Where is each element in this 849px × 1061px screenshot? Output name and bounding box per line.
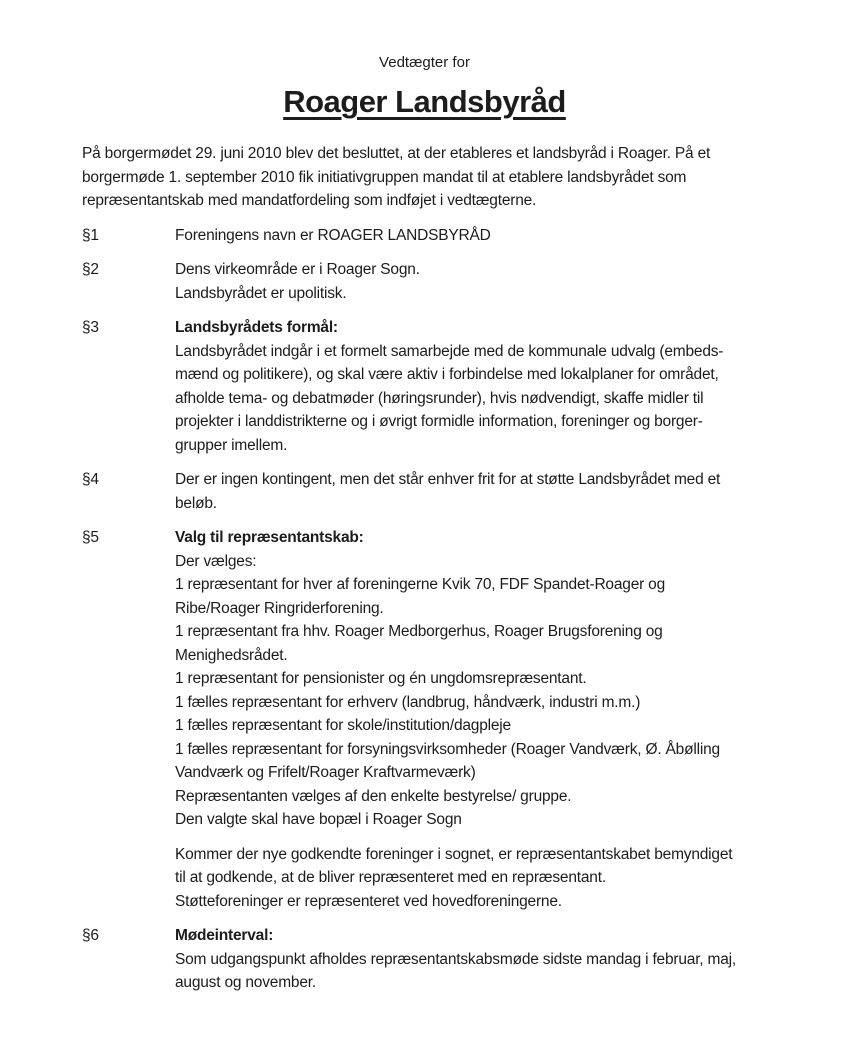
section-number: §4: [82, 471, 99, 488]
section-body: [175, 924, 792, 995]
text-line: 1 repræsentant for pensionister og én ungdomsrepræsentant.: [175, 670, 587, 687]
page-title: [0, 83, 849, 121]
text-line: Landsbyrådet indgår i et formelt samarbejde med de kommunale udvalg (embeds-: [175, 342, 724, 360]
text-line: beløb.: [175, 494, 217, 512]
section-2: [82, 258, 792, 305]
section-text: [175, 340, 792, 458]
page-title-text: Roager Landsbyråd: [283, 84, 566, 119]
text-line: 1 repræsentant for hver af foreningerne Kvik 70, FDF Spandet-Roager og: [175, 576, 666, 593]
text-line: Kommer der nye godkendte foreninger i sognet, er repræsentantskabet bemyndiget: [175, 845, 733, 863]
text-line: Foreningens navn er ROAGER LANDSBYRÅD: [175, 226, 491, 244]
text-line: Ribe/Roager Ringriderforening.: [175, 599, 384, 617]
text-line: Repræsentanten vælges af den enkelte bestyrelse/ gruppe.: [175, 787, 572, 805]
section-number: §3: [82, 319, 99, 336]
section-extra-paragraph: [175, 843, 792, 914]
text-line: grupper imellem.: [175, 436, 288, 454]
text-line: Dens virkeområde er i Roager Sogn.: [175, 261, 420, 278]
section-5: [82, 526, 792, 913]
section-3: [82, 316, 792, 457]
text-line: 1 fælles repræsentant for forsyningsvirksomheder (Roager Vandværk, Ø. Åbølling: [175, 740, 720, 758]
text-line: Vandværk og Frifelt/Roager Kraftvarmeværk): [175, 764, 476, 781]
section-body: [175, 316, 792, 457]
text-line: På borgermødet 29. juni 2010 blev det besluttet, at der etableres et landsbyråd i Roager. På et: [82, 145, 711, 162]
text-line: til at godkende, at de bliver repræsenteret med en repræsentant.: [175, 869, 606, 886]
text-line: borgermøde 1. september 2010 fik initiativgruppen mandat til at etablere landsbyrådet som: [82, 168, 687, 186]
text-line: Menighedsrådet.: [175, 646, 288, 664]
section-text: [175, 550, 792, 832]
section-heading: Valg til repræsentantskab:: [175, 529, 364, 546]
section-heading: Mødeinterval:: [175, 927, 274, 944]
section-4: [82, 468, 792, 515]
section-body: [175, 468, 792, 515]
text-line: 1 fælles repræsentant for erhverv (landbrug, håndværk, industri m.m.): [175, 693, 641, 711]
section-number: §1: [82, 226, 99, 244]
text-line: Der er ingen kontingent, men det står enhver frit for at støtte Landsbyrådet med et: [175, 471, 721, 488]
section-heading: Landsbyrådets formål:: [175, 319, 338, 336]
text-line: Som udgangspunkt afholdes repræsentantskabsmøde sidste mandag i februar, maj,: [175, 950, 737, 968]
text-line: Den valgte skal have bopæl i Roager Sogn: [175, 811, 462, 828]
section-body: [175, 526, 792, 913]
intro-paragraph: [82, 142, 792, 213]
text-line: Landsbyrådet er upolitisk.: [175, 284, 347, 302]
text-line: 1 fælles repræsentant for skole/institution/dagpleje: [175, 717, 511, 734]
section-number: §2: [82, 261, 99, 278]
text-line: august og november.: [175, 974, 316, 991]
section-number: §5: [82, 529, 99, 546]
section-number: §6: [82, 927, 99, 944]
section-text: [175, 948, 792, 995]
section-6: [82, 924, 792, 995]
section-body: [175, 258, 792, 305]
text-line: Der vælges:: [175, 552, 257, 570]
text-line: repræsentantskab med mandatfordeling som indføjet i vedtægterne.: [82, 192, 537, 209]
text-line: Støtteforeninger er repræsenteret ved hovedforeningerne.: [175, 892, 562, 910]
document-supertitle: Vedtægter for: [379, 54, 470, 71]
text-line: mænd og politikere), og skal være aktiv i forbindelse med lokalplaner for området,: [175, 366, 719, 383]
section-1: [82, 224, 792, 248]
text-line: 1 repræsentant fra hhv. Roager Medborgerhus, Roager Brugsforening og: [175, 623, 663, 640]
document-content: [82, 142, 792, 995]
section-body: [175, 224, 792, 248]
text-line: projekter i landdistrikterne og i øvrigt formidle information, foreninger og borger-: [175, 413, 703, 430]
text-line: afholde tema- og debatmøder (høringsrunder), hvis nødvendigt, skaffe midler til: [175, 389, 704, 407]
